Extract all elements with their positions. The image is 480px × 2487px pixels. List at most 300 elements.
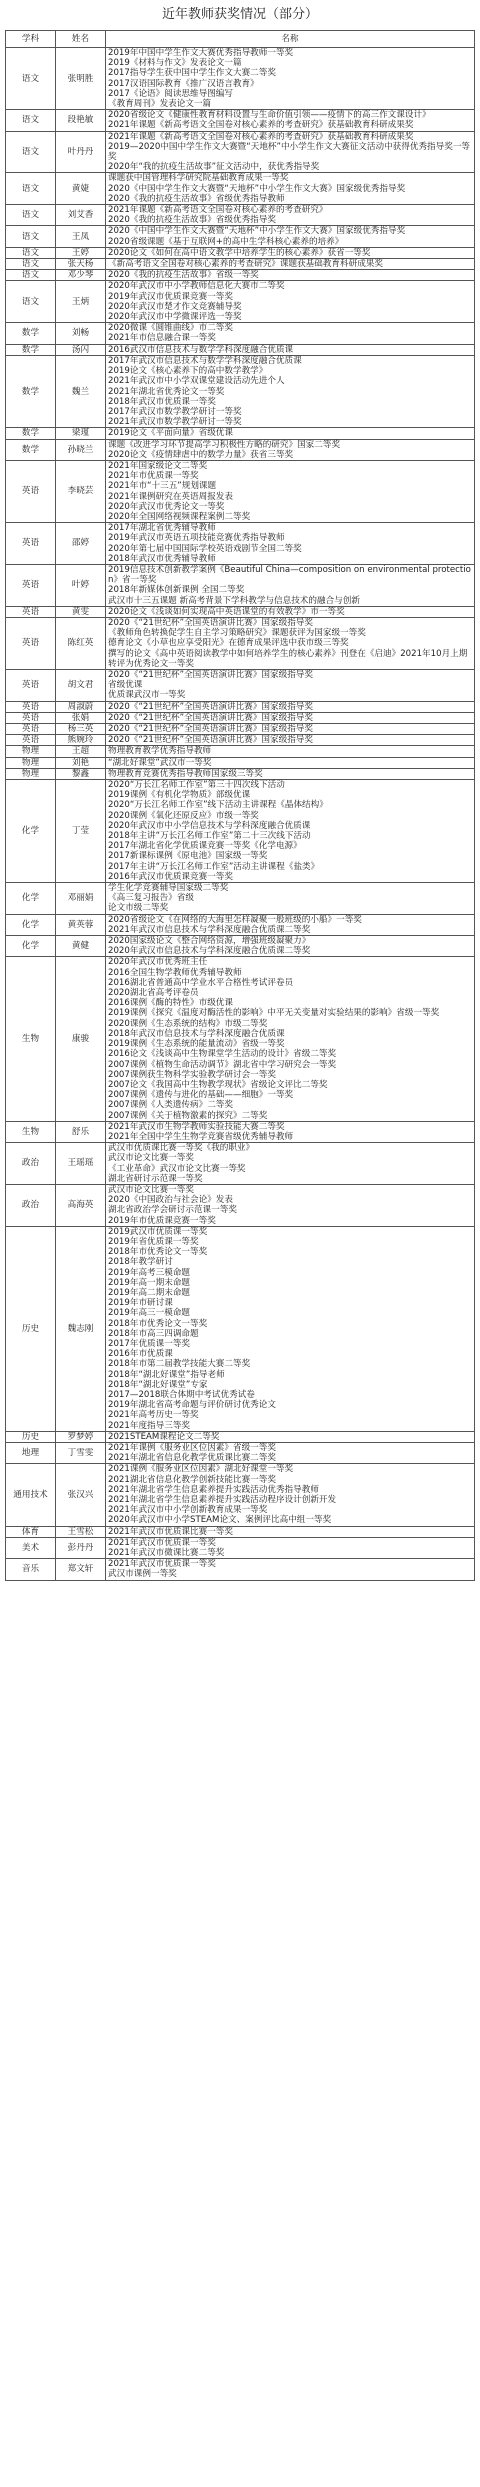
award-line: 2019年武汉市优质课竞赛一等奖 xyxy=(108,291,233,302)
teacher-name-cell: 魏兰 xyxy=(56,355,106,427)
award-line: 2020年全国网络视频课程案例二等奖 xyxy=(108,511,251,522)
award-line: 2018年市优秀论文一等奖 xyxy=(108,1247,208,1258)
award-line: 武汉市论文比赛一等奖 xyxy=(108,1153,194,1164)
award-line: 物理教育竞赛优秀指导教师国家级三等奖 xyxy=(108,768,263,779)
teacher-name-cell: 丁莹 xyxy=(56,780,106,883)
subject-cell: 语文 xyxy=(6,131,56,173)
awards-cell xyxy=(106,439,475,460)
award-line: 2020《中国中学生作文大赛暨“天地杯”中小学生作文大赛》国家级优秀指导奖 xyxy=(108,183,406,194)
award-line: 2020年武汉市楚才作文竞赛辅导奖 xyxy=(108,301,242,312)
awards-cell xyxy=(106,247,475,258)
subject-cell: 英语 xyxy=(6,724,56,735)
teacher-name-cell: 李晓芸 xyxy=(56,460,106,522)
subject-cell: 数学 xyxy=(6,323,56,344)
subject-cell: 物理 xyxy=(6,746,56,757)
teacher-name-cell: 王炳 xyxy=(56,281,106,323)
table-row xyxy=(6,914,475,935)
award-line: 2020论文《如何在高中语文教学中培养学生的核心素养》获省一等奖 xyxy=(108,247,371,258)
award-line: 2019论文《核心素养下的高中数学教学》 xyxy=(108,366,268,377)
award-line: 2020省级论文《健康性教育材料设置与生命价值引领——疫情下的高三作文课设计》 xyxy=(108,110,431,121)
subject-cell: 音乐 xyxy=(6,1559,56,1580)
award-line: 2021年武汉市微课比赛二等奖 xyxy=(108,1548,225,1559)
award-line: 2020《“21世纪杯”全国英语演讲比赛》国家级指导奖 xyxy=(108,669,313,680)
subject-cell: 化学 xyxy=(6,883,56,915)
award-line: 2018年教学研讨 xyxy=(108,1257,173,1268)
awards-cell xyxy=(106,746,475,757)
award-line: 2018年市第二届教学技能大赛二等奖 xyxy=(108,1359,251,1370)
table-row xyxy=(6,173,475,205)
subject-cell: 英语 xyxy=(6,701,56,712)
subject-cell: 数学 xyxy=(6,439,56,460)
award-line: 2021年课题《新高考语文全国卷对核心素养的考查研究》 xyxy=(108,205,328,216)
subject-cell: 政治 xyxy=(6,1184,56,1226)
teacher-name-cell: 周淑蔚 xyxy=(56,701,106,712)
award-line: 2016武汉市信息技术与数学学科深度融合优质课 xyxy=(108,344,294,355)
awards-cell xyxy=(106,460,475,522)
subject-cell: 英语 xyxy=(6,617,56,669)
awards-cell xyxy=(106,344,475,355)
award-line: 物理教育教学优秀指导教师 xyxy=(108,746,212,757)
award-line: 武汉市优质课比赛一等奖《我的职业》 xyxy=(108,1143,255,1154)
awards-cell xyxy=(106,883,475,915)
table-row xyxy=(6,669,475,701)
table-row xyxy=(6,1537,475,1558)
teacher-name-cell: 黄雯 xyxy=(56,606,106,617)
award-line: 2019年武汉市英语五项技能竞赛优秀指导教师 xyxy=(108,533,285,544)
subject-cell: 通用技术 xyxy=(6,1464,56,1526)
table-row xyxy=(6,1121,475,1142)
awards-cell xyxy=(106,226,475,247)
award-line: 2020“万长江名师工作室”第三十四次线下活动 xyxy=(108,780,285,791)
awards-cell xyxy=(106,281,475,323)
award-line: 2018年武汉市信息技术与学科深度融合优质课 xyxy=(108,1028,285,1039)
subject-cell: 英语 xyxy=(6,564,56,606)
award-line: 2020年武汉市中学微课评选一等奖 xyxy=(108,312,242,323)
award-line: 2020《“21世纪杯”全国英语演讲比赛》国家级指导奖 xyxy=(108,701,313,712)
award-line: 2021年武汉市生物学教师实验技能大赛二等奖 xyxy=(108,1121,285,1132)
award-line: 2021年国家级论文二等奖 xyxy=(108,460,208,471)
award-line: 2020省级论文《在网络的大海里怎样凝聚一般班级的小船》一等奖 xyxy=(108,914,362,925)
award-line: 2017汉语国际教育《推广汉语言教育》 xyxy=(108,78,259,89)
table-row xyxy=(6,344,475,355)
award-line: 2021年湖北省学生信息素养提升实践活动优秀指导教师 xyxy=(108,1484,319,1495)
table-row xyxy=(6,1526,475,1537)
subject-cell: 英语 xyxy=(6,735,56,746)
subject-cell: 物理 xyxy=(6,768,56,779)
header-name: 姓名 xyxy=(56,31,106,48)
header-subject: 学科 xyxy=(6,31,56,48)
award-line: 《教育周刊》发表论文一篇 xyxy=(108,99,212,110)
award-line: 2020国家级论文《整合网络资源，增强班级凝聚力》 xyxy=(108,936,311,947)
awards-cell xyxy=(106,768,475,779)
award-line: 2017年武汉市信息技术与数学学科深度融合优质课 xyxy=(108,355,302,366)
teacher-name-cell: 舒乐 xyxy=(56,1121,106,1142)
teacher-name-cell: 王凤 xyxy=(56,226,106,247)
table-row xyxy=(6,936,475,957)
awards-cell xyxy=(106,428,475,439)
award-line: 2018年武汉市优秀辅导教师 xyxy=(108,553,216,564)
awards-cell xyxy=(106,1559,475,1580)
award-line: 2016年市优质课 xyxy=(108,1349,173,1360)
award-line: 2016论文《浅谈高中生物课堂学生活动的设计》省级二等奖 xyxy=(108,1049,337,1060)
teacher-name-cell: 张娟 xyxy=(56,712,106,723)
award-line: 2020年武汉市中小学教师信息化大赛市二等奖 xyxy=(108,281,285,292)
awards-table xyxy=(5,30,475,1581)
awards-cell xyxy=(106,1143,475,1185)
award-line: 2020《中国政治与社会论》发表 xyxy=(108,1195,233,1206)
awards-cell xyxy=(106,1184,475,1226)
header-awards: 名称 xyxy=(106,31,475,48)
teacher-name-cell: 汤闪 xyxy=(56,344,106,355)
subject-cell: 语文 xyxy=(6,281,56,323)
awards-cell xyxy=(106,606,475,617)
subject-cell: 历史 xyxy=(6,1431,56,1442)
award-line: 2018年新媒体创新课例 全国二等奖 xyxy=(108,585,245,596)
award-line: 2007课例《遗传与进化的基础——细胞》一等奖 xyxy=(108,1090,294,1101)
award-line: 2020《“21世纪杯”全国英语演讲比赛》国家级指导奖 xyxy=(108,712,313,723)
award-line: 2021年武汉市优质课比赛一等奖 xyxy=(108,1526,233,1537)
award-line: 2017新课标课例《原电池》国家级一等奖 xyxy=(108,851,268,862)
table-row xyxy=(6,110,475,131)
awards-cell xyxy=(106,701,475,712)
award-line: 2020课例《氧化还原反应》市级一等奖 xyxy=(108,810,259,821)
subject-cell: 英语 xyxy=(6,669,56,701)
award-line: 2021年度指导三等奖 xyxy=(108,1420,191,1431)
teacher-name-cell: 叶丹丹 xyxy=(56,131,106,173)
award-line: 2021年武汉市中小学创新教育成果一等奖 xyxy=(108,1505,268,1516)
subject-cell: 数学 xyxy=(6,344,56,355)
awards-cell xyxy=(106,757,475,768)
awards-cell xyxy=(106,669,475,701)
teacher-name-cell: 黎鑫 xyxy=(56,768,106,779)
award-line: 2018年市高三四调命题 xyxy=(108,1328,199,1339)
teacher-name-cell: 胡文君 xyxy=(56,669,106,701)
award-line: 2021年武汉市中小学双课堂建设活动先进个人 xyxy=(108,376,285,387)
award-line: 2019年高三一模命题 xyxy=(108,1308,191,1319)
teacher-name-cell: 杨三英 xyxy=(56,724,106,735)
award-line: 2007论文《我国高中生物教学现状》省级论文评比二等奖 xyxy=(108,1079,328,1090)
table-row xyxy=(6,439,475,460)
teacher-name-cell: 刘艳 xyxy=(56,757,106,768)
award-line: 2021年武汉市信息技术与学科深度融合优质课二等奖 xyxy=(108,924,311,935)
teacher-name-cell: 刘畅 xyxy=(56,323,106,344)
awards-cell xyxy=(106,712,475,723)
award-line: 2018年主讲“万长江名师工作室”第二十三次线下活动 xyxy=(108,831,311,842)
subject-cell: 英语 xyxy=(6,460,56,522)
award-line: 2020《我的抗疫生活故事》省级优秀指导奖 xyxy=(108,215,276,226)
award-line: 论文市级二等奖 xyxy=(108,903,169,914)
award-line: 2019课例《生态系统的能量流动》省级一等奖 xyxy=(108,1039,285,1050)
award-line: 2021年湖北省优秀论文一等奖 xyxy=(108,386,225,397)
award-line: 2020年“我的抗疫生活故事”征文活动中，获优秀指导奖 xyxy=(108,162,320,173)
awards-cell xyxy=(106,936,475,957)
subject-cell: 语文 xyxy=(6,110,56,131)
table-row xyxy=(6,746,475,757)
award-line: 2017《论语》阅读思维导图编写 xyxy=(108,88,233,99)
award-line: 2020《中国中学生作文大赛暨“天地杯”中小学生作文大赛》国家级优秀指导奖 xyxy=(108,226,406,237)
table-row xyxy=(6,735,475,746)
award-line: 2019课例《有机化学物质》部级优课 xyxy=(108,790,251,801)
award-line: 2020课例《生态系统的结构》市级二等奖 xyxy=(108,1018,268,1029)
table-row xyxy=(6,355,475,427)
teacher-name-cell: 王婷 xyxy=(56,247,106,258)
award-line: 2007课例《人类遗传病》二等奖 xyxy=(108,1100,233,1111)
teacher-name-cell: 邓少琴 xyxy=(56,270,106,281)
award-line: 2019年市研讨课 xyxy=(108,1298,173,1309)
award-line: 2019年高考三模命题 xyxy=(108,1267,191,1278)
award-line: 2021年高考历史一等奖 xyxy=(108,1410,199,1421)
award-line: 2019课例《探究《温度对酶活性的影响》中平无关变量对实验结果的影响》省级一等奖 xyxy=(108,1008,440,1019)
subject-cell: 语文 xyxy=(6,226,56,247)
subject-cell: 生物 xyxy=(6,957,56,1121)
award-line: 2021年全国中学生生物学竞赛省级优秀辅导教师 xyxy=(108,1131,294,1142)
award-line: 2021年课例研究在英语周报发表 xyxy=(108,491,233,502)
table-row xyxy=(6,428,475,439)
table-row xyxy=(6,523,475,565)
awards-cell xyxy=(106,914,475,935)
teacher-name-cell: 张汉兴 xyxy=(56,1464,106,1526)
award-line: 2017年优质课一等奖 xyxy=(108,1338,191,1349)
table-row xyxy=(6,247,475,258)
teacher-name-cell: 熊婉玲 xyxy=(56,735,106,746)
award-line: 2021STEAM课程论文二等奖 xyxy=(108,1431,220,1442)
teacher-name-cell: 郑文轩 xyxy=(56,1559,106,1580)
table-body xyxy=(6,48,475,1581)
page-title: 近年教师获奖情况（部分） xyxy=(161,7,318,22)
award-line: 2021年课题《新高考语文全国卷对核心素养的考查研究》获基础教育科研成果奖 xyxy=(108,120,414,131)
table-row xyxy=(6,724,475,735)
subject-cell: 数学 xyxy=(6,355,56,427)
award-line: 武汉市论文比赛一等奖 xyxy=(108,1184,194,1195)
award-line: 2016湖北省普通高中学业水平合格性考试评卷员 xyxy=(108,977,294,988)
subject-cell: 化学 xyxy=(6,936,56,957)
table-row xyxy=(6,768,475,779)
award-line: 2019论文《平面向量》省级优课 xyxy=(108,428,233,439)
table-row xyxy=(6,1226,475,1431)
award-line: 2021年武汉市优质课一等奖 xyxy=(108,1559,216,1570)
award-line: 2018年“湖北好课堂”专家 xyxy=(108,1379,208,1390)
table-row xyxy=(6,606,475,617)
award-line: 2021年市信息融合课一等奖 xyxy=(108,333,216,344)
award-line: 2018年“湖北好课堂”指导老师 xyxy=(108,1369,225,1380)
award-line: 2020年武汉市中小学STEAM论文、案例评比高中组一等奖 xyxy=(108,1515,332,1526)
award-line: 优质课武汉市一等奖 xyxy=(108,690,186,701)
award-line: 2018年市优秀论文一等奖 xyxy=(108,1318,208,1329)
table-row xyxy=(6,460,475,522)
awards-cell xyxy=(106,270,475,281)
award-line: 2021年湖北省学生信息素养提升实践活动程序设计创新开发 xyxy=(108,1495,337,1506)
teacher-name-cell: 高海英 xyxy=(56,1184,106,1226)
subject-cell: 语文 xyxy=(6,205,56,226)
award-line: 2017—2018联合体期中考试优秀试卷 xyxy=(108,1390,255,1400)
teacher-name-cell: 黄婕 xyxy=(56,173,106,205)
award-line: 2020年武汉市优秀班主任 xyxy=(108,957,208,968)
teacher-name-cell: 康骏 xyxy=(56,957,106,1121)
award-line: 课题《改进学习环节提高学习积极性方略的研究》国家二等奖 xyxy=(108,439,341,450)
award-line: 2021课例《服务业区位因素》湖北好课堂一等奖 xyxy=(108,1464,294,1475)
award-line: 2021年武汉市优质课一等奖 xyxy=(108,1537,216,1548)
award-line: 2017年主讲“万长江名师工作室”活动主讲课程《盐类》 xyxy=(108,861,320,872)
awards-cell xyxy=(106,1121,475,1142)
award-line: 学生化学竞赛辅导国家级二等奖 xyxy=(108,883,229,894)
award-line: 2021年武汉市数学教学研讨一等奖 xyxy=(108,417,242,428)
subject-cell: 语文 xyxy=(6,48,56,110)
teacher-name-cell: 魏志刚 xyxy=(56,1226,106,1431)
award-line: 2019武汉市优质课一等奖 xyxy=(108,1226,208,1237)
table-row xyxy=(6,281,475,323)
award-line: 2020年武汉市优秀论文一等奖 xyxy=(108,501,225,512)
teacher-name-cell: 王雪松 xyxy=(56,1526,106,1537)
table-row xyxy=(6,48,475,110)
awards-cell xyxy=(106,1443,475,1464)
award-line: 2020年武汉市信息技术与学科深度融合优质课二等奖 xyxy=(108,946,311,957)
award-line: 2020年武汉市中小学信息技术与学科深度融合优质课 xyxy=(108,820,311,831)
award-line: 2020《“21世纪杯”全国英语演讲比赛》国家级指导奖 xyxy=(108,617,313,628)
award-line: 2019—2020中国中学生作文大赛暨“天地杯”中小学生作文大赛征文活动中获得优秀指导奖一等奖 xyxy=(108,141,471,163)
award-line: 2021年市优质课一等奖 xyxy=(108,471,199,482)
award-line: 2020论文《疫情肆虐中的数学力量》获省三等奖 xyxy=(108,449,294,460)
table-row xyxy=(6,1431,475,1442)
award-line: 2007课例《关于植物激素的探究》二等奖 xyxy=(108,1110,268,1121)
awards-cell xyxy=(106,205,475,226)
awards-cell xyxy=(106,131,475,173)
award-line: 2017指导学生获中国中学生作文大赛二等奖 xyxy=(108,68,276,79)
table-row xyxy=(6,617,475,669)
subject-cell: 语文 xyxy=(6,259,56,270)
subject-cell: 语文 xyxy=(6,247,56,258)
table-header-row xyxy=(6,31,475,48)
award-line: 2020微课《圆锥曲线》市二等奖 xyxy=(108,323,233,334)
table-row xyxy=(6,259,475,270)
award-line: 2021年课例《服务业区位因素》省级一等奖 xyxy=(108,1443,276,1454)
award-line: 2020湖北省高考评卷员 xyxy=(108,988,199,999)
awards-cell xyxy=(106,735,475,746)
teacher-name-cell: 彭丹丹 xyxy=(56,1537,106,1558)
award-line: 2019《材料与作文》发表论文一篇 xyxy=(108,58,242,69)
award-line: 2017年湖北省化学优质课竞赛一等奖《化学电源》 xyxy=(108,841,302,852)
table-row xyxy=(6,780,475,883)
award-line: 《新高考语文全国卷对核心素养的考查研究》课题获基础教育科研成果奖 xyxy=(108,259,384,270)
subject-cell: 地理 xyxy=(6,1443,56,1464)
subject-cell: 英语 xyxy=(6,712,56,723)
award-line: 2017年湖北省优秀辅导教师 xyxy=(108,523,216,534)
subject-cell: 生物 xyxy=(6,1121,56,1142)
award-line: 《工业革命》武汉市论文比赛一等奖 xyxy=(108,1163,246,1174)
teacher-name-cell: 陈红英 xyxy=(56,617,106,669)
award-line: 2020《“21世纪杯”全国英语演讲比赛》国家级指导奖 xyxy=(108,735,313,746)
awards-cell xyxy=(106,780,475,883)
award-line: 湖北省政治学会研讨示范课一等奖 xyxy=(108,1205,237,1216)
award-line: 2020《我的抗疫生活故事》省级优秀指导教师 xyxy=(108,193,285,204)
award-line: 课题获中国管理科学研究院基础教育成果一等奖 xyxy=(108,173,289,184)
award-line: 《教师角色转换促学生自主学习策略研究》课题获评为国家级一等奖 xyxy=(108,628,366,639)
subject-cell: 政治 xyxy=(6,1143,56,1185)
table-row xyxy=(6,1184,475,1226)
table-row xyxy=(6,1559,475,1580)
award-line: 2020年第七届中国国际学校英语戏剧节全国二等奖 xyxy=(108,543,302,554)
award-line: 2016年武汉市优质课竞赛一等奖 xyxy=(108,871,233,882)
award-line: 2019信息技术创新教学案例《Beautiful China—composition on environmental protection》省一等奖 xyxy=(108,564,471,586)
awards-cell xyxy=(106,1431,475,1442)
awards-cell xyxy=(106,259,475,270)
award-line: 2019年高一期末命题 xyxy=(108,1277,191,1288)
teacher-name-cell: 丁雪雯 xyxy=(56,1443,106,1464)
awards-cell xyxy=(106,523,475,565)
awards-cell xyxy=(106,617,475,669)
award-line: 2021年课题《新高考语文全国卷对核心素养的考查研究》获基础教育科研成果奖 xyxy=(108,131,414,142)
subject-cell: 英语 xyxy=(6,523,56,565)
award-line: 2020《“21世纪杯”全国英语演讲比赛》国家级指导奖 xyxy=(108,724,313,734)
subject-cell: 化学 xyxy=(6,914,56,935)
award-line: 2021湖北省信息化教学创新技能比赛一等奖 xyxy=(108,1474,276,1485)
teacher-name-cell: 罗梦婷 xyxy=(56,1431,106,1442)
table-row xyxy=(6,1464,475,1526)
subject-cell: 英语 xyxy=(6,606,56,617)
teacher-name-cell: 张明胜 xyxy=(56,48,106,110)
subject-cell: 化学 xyxy=(6,780,56,883)
award-line: 《高三复习报告》省级 xyxy=(108,893,194,904)
table-row xyxy=(6,131,475,173)
award-line: “湖北好课堂”武汉市一等奖 xyxy=(108,757,212,768)
teacher-name-cell: 孙晓兰 xyxy=(56,439,106,460)
teacher-name-cell: 叶婷 xyxy=(56,564,106,606)
awards-cell xyxy=(106,1226,475,1431)
award-line: 省级优课 xyxy=(108,680,143,691)
award-line: 撰写的论文《高中英语阅读教学中如何培养学生的核心素养》刊登在《启迪》2021年10月上期转评为优秀论文一等奖 xyxy=(108,648,468,669)
table-row xyxy=(6,323,475,344)
table-row xyxy=(6,205,475,226)
subject-cell: 美术 xyxy=(6,1537,56,1558)
awards-cell xyxy=(106,1464,475,1526)
teacher-name-cell: 张天杨 xyxy=(56,259,106,270)
award-line: 2017年武汉市数学教学研讨一等奖 xyxy=(108,406,242,417)
awards-cell xyxy=(106,355,475,427)
award-line: 2020“万长江名师工作室”线下活动主讲课程《晶体结构》 xyxy=(108,800,328,811)
teacher-name-cell: 梁瑾 xyxy=(56,428,106,439)
table-row xyxy=(6,1143,475,1185)
table-row xyxy=(6,757,475,768)
awards-cell xyxy=(106,323,475,344)
award-line: 2019年市优质课竞赛一等奖 xyxy=(108,1215,216,1226)
table-row xyxy=(6,270,475,281)
awards-cell xyxy=(106,564,475,606)
table-row xyxy=(6,1443,475,1464)
award-line: 2019年高二期末命题 xyxy=(108,1287,191,1298)
teacher-name-cell: 刘艾香 xyxy=(56,205,106,226)
awards-cell xyxy=(106,1526,475,1537)
table-row xyxy=(6,564,475,606)
subject-cell: 历史 xyxy=(6,1226,56,1431)
award-line: 2019年省优质课一等奖 xyxy=(108,1236,199,1247)
award-line: 2007课例获生物科学实验教学研讨会一等奖 xyxy=(108,1069,276,1080)
award-line: 2016全国生物学教师优秀辅导教师 xyxy=(108,967,242,978)
award-line: 武汉市十三五课题 新高考背景下学科教学与信息技术的融合与创新 xyxy=(108,595,360,606)
award-line: 2019年中国中学生作文大赛优秀指导教师一等奖 xyxy=(108,48,294,58)
award-line: 2016课例《酶的特性》市级优课 xyxy=(108,998,233,1009)
award-line: 2019年湖北省高考命题与评价研讨优秀论文 xyxy=(108,1400,276,1411)
award-line: 2020论文《浅谈如何实现高中英语课堂的有效教学》市一等奖 xyxy=(108,606,345,617)
award-line: 2018年武汉市优质课一等奖 xyxy=(108,396,216,407)
award-line: 武汉市课例一等奖 xyxy=(108,1569,177,1580)
teacher-name-cell: 黄英蓉 xyxy=(56,914,106,935)
award-line: 德育论文《小草也应享受阳光》在德育成果评选中获市级三等奖 xyxy=(108,638,349,649)
teacher-name-cell: 王超 xyxy=(56,746,106,757)
subject-cell: 物理 xyxy=(6,757,56,768)
awards-cell xyxy=(106,724,475,735)
table-row xyxy=(6,883,475,915)
award-line: 2007课例《植物生命活动调节》湖北省中学习研究会一等奖 xyxy=(108,1059,337,1070)
subject-cell: 数学 xyxy=(6,428,56,439)
